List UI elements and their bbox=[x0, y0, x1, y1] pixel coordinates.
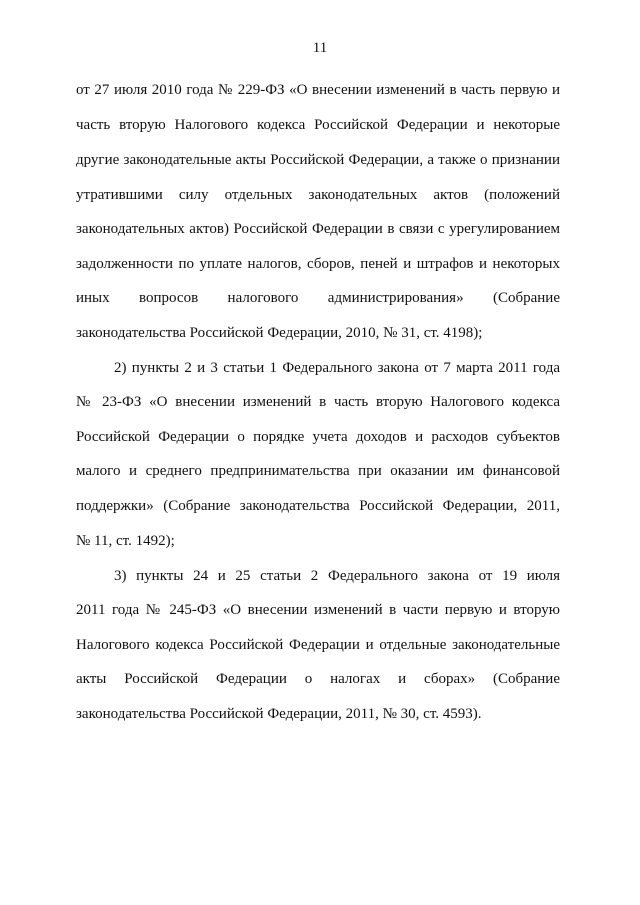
text-line: 3) пункты 24 и 25 статьи 2 Федерального закона от 19 июля bbox=[114, 568, 560, 584]
text-line: 2) пункты 2 и 3 статьи 1 Федерального закона от 7 марта 2011 года bbox=[114, 360, 560, 376]
text-line: Налогового кодекса Российской Федерации и отдельные законодательные bbox=[76, 637, 560, 653]
text-line: 2011 года № 245-ФЗ «О внесении изменений в части первую и вторую bbox=[76, 602, 560, 618]
text-line: иных вопросов налогового администрирования» (Собрание bbox=[76, 290, 560, 306]
text-line: № 11, ст. 1492); bbox=[76, 533, 175, 549]
text-line: утратившими силу отдельных законодательных актов (положений bbox=[76, 187, 560, 203]
text-line: поддержки» (Собрание законодательства Российской Федерации, 2011, bbox=[76, 498, 560, 514]
text-line: Российской Федерации о порядке учета доходов и расходов субъектов bbox=[76, 429, 560, 445]
text-line: № 23-ФЗ «О внесении изменений в часть вторую Налогового кодекса bbox=[76, 394, 560, 410]
text-line: от 27 июля 2010 года № 229-ФЗ «О внесении изменений в часть первую и bbox=[76, 82, 560, 98]
text-line: задолженности по уплате налогов, сборов, пеней и штрафов и некоторых bbox=[76, 256, 560, 272]
text-line: законодательных актов) Российской Федерации в связи с урегулированием bbox=[76, 221, 560, 237]
text-line: законодательства Российской Федерации, 2010, № 31, ст. 4198); bbox=[76, 325, 483, 341]
text-line: законодательства Российской Федерации, 2011, № 30, ст. 4593). bbox=[76, 706, 482, 722]
text-line: часть вторую Налогового кодекса Российской Федерации и некоторые bbox=[76, 117, 560, 133]
text-line: другие законодательные акты Российской Федерации, а также о признании bbox=[76, 152, 560, 168]
page-number: 11 bbox=[312, 40, 328, 56]
text-line: акты Российской Федерации о налогах и сборах» (Собрание bbox=[76, 671, 560, 687]
text-line: малого и среднего предпринимательства при оказании им финансовой bbox=[76, 463, 560, 479]
